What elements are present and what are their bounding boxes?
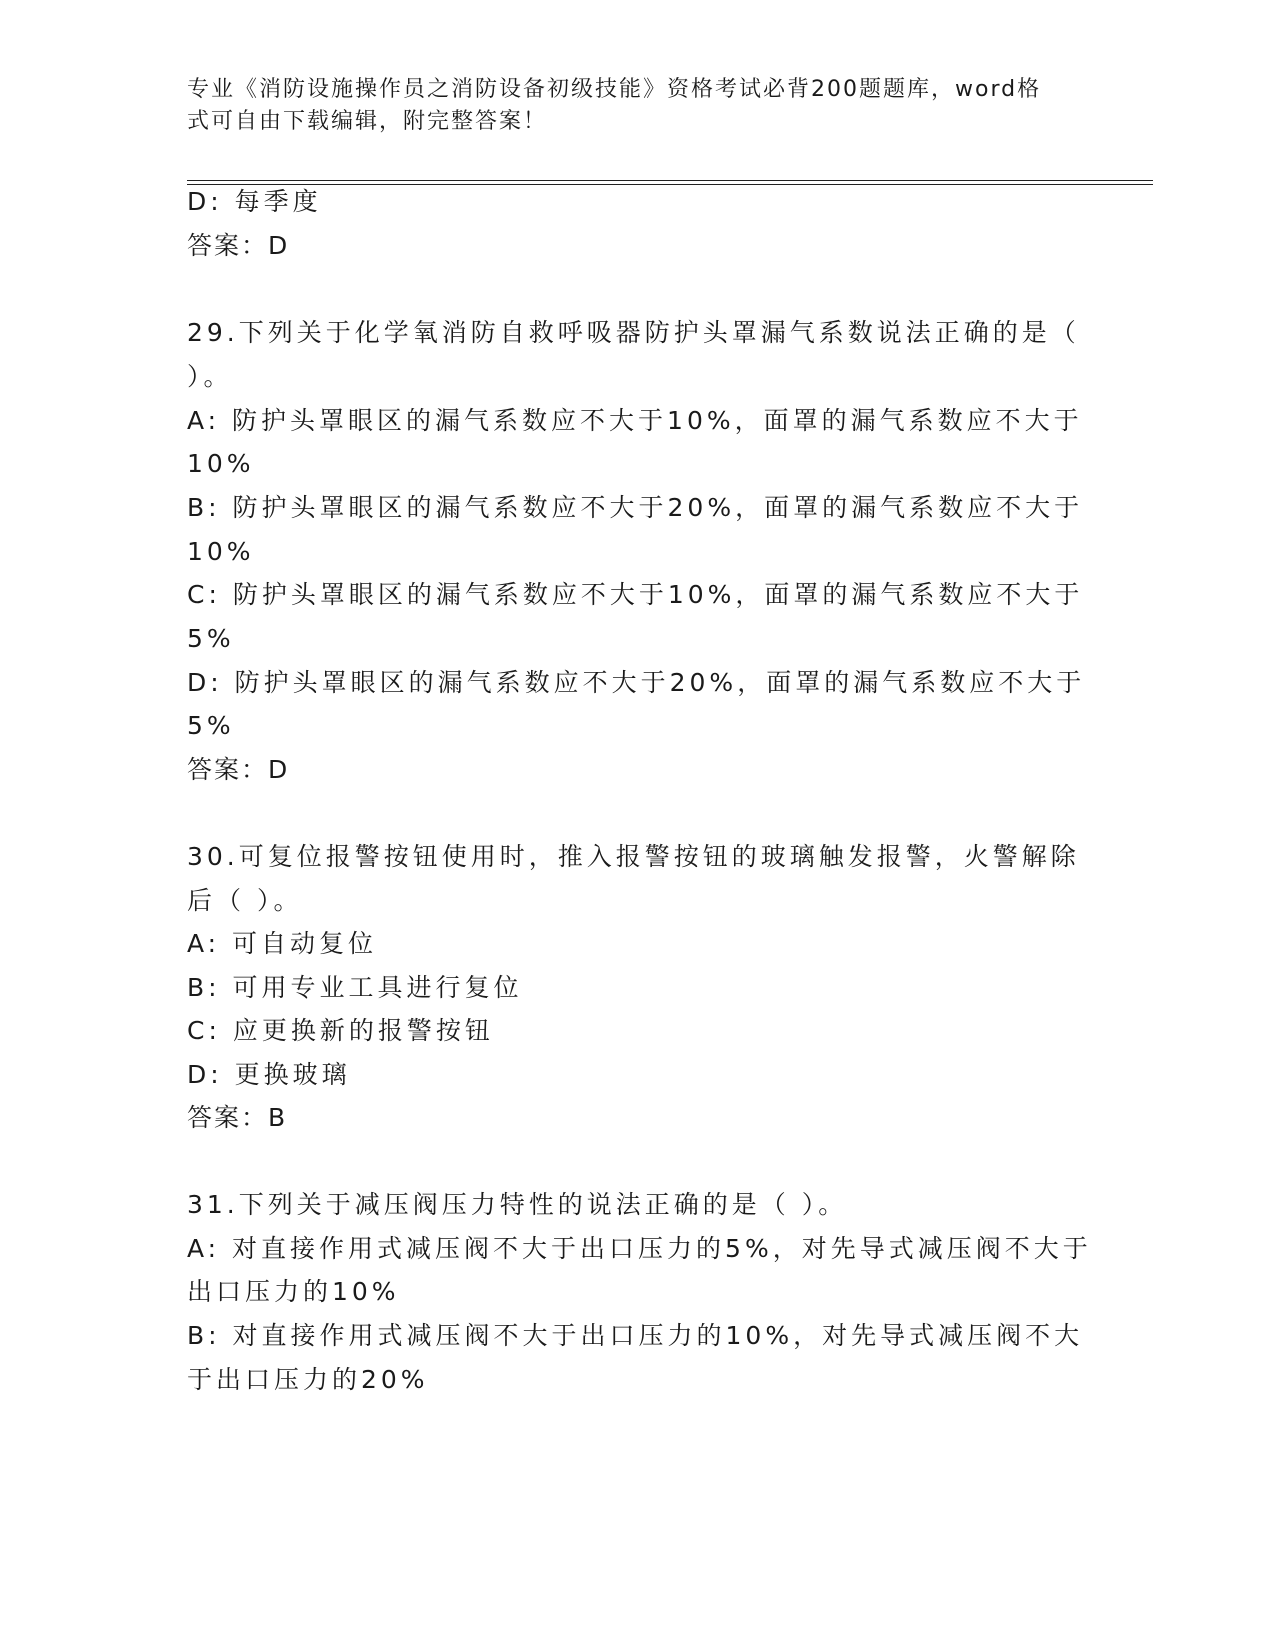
q29-option-c-line-2: 5% (187, 624, 235, 653)
q29-option-a-line-1: A: 防护头罩眼区的漏气系数应不大于10%，面罩的漏气系数应不大于 (187, 406, 1083, 435)
header-divider-bottom (187, 184, 1153, 185)
q30-answer: 答案：B (187, 1103, 288, 1132)
q31-option-a-line-2: 出口压力的10% (187, 1277, 400, 1306)
q30-stem-line-2: 后（ ）。 (187, 886, 303, 915)
q29-option-b-line-1: B: 防护头罩眼区的漏气系数应不大于20%，面罩的漏气系数应不大于 (187, 493, 1084, 522)
q30-option-d: D: 更换玻璃 (187, 1060, 351, 1089)
prev-option-d: D: 每季度 (187, 187, 322, 216)
document-header (187, 74, 1067, 138)
header-line-2: 式可自由下载编辑，附完整答案！ (187, 109, 548, 134)
q29-option-a-line-2: 10% (187, 449, 255, 478)
q29-option-b-line-2: 10% (187, 537, 255, 566)
q29-option-d-line-1: D: 防护头罩眼区的漏气系数应不大于20%，面罩的漏气系数应不大于 (187, 668, 1086, 697)
header-divider-top (187, 180, 1153, 181)
q31-stem: 31.下列关于减压阀压力特性的说法正确的是（ ）。 (187, 1190, 848, 1219)
q31-option-b-line-2: 于出口压力的20% (187, 1365, 429, 1394)
prev-answer: 答案：D (187, 231, 290, 260)
q31-option-b-line-1: B: 对直接作用式减压阀不大于出口压力的10%，对先导式减压阀不大 (187, 1321, 1084, 1350)
q30-option-a: A: 可自动复位 (187, 929, 378, 958)
q29-stem-line-1: 29.下列关于化学氧消防自救呼吸器防护头罩漏气系数说法正确的是（ (187, 318, 1080, 347)
q29-stem-line-2: ）。 (187, 362, 233, 391)
q30-option-b: B: 可用专业工具进行复位 (187, 973, 523, 1002)
q30-stem-line-1: 30.可复位报警按钮使用时，推入报警按钮的玻璃触发报警，火警解除 (187, 842, 1080, 871)
q29-answer: 答案：D (187, 755, 290, 784)
q29-option-c-line-1: C: 防护头罩眼区的漏气系数应不大于10%，面罩的漏气系数应不大于 (187, 580, 1084, 609)
q30-option-c: C: 应更换新的报警按钮 (187, 1016, 494, 1045)
header-line-1: 专业《消防设施操作员之消防设备初级技能》资格考试必背200题题库，word格 (187, 77, 1042, 102)
q31-option-a-line-1: A: 对直接作用式减压阀不大于出口压力的5%，对先导式减压阀不大于 (187, 1234, 1092, 1263)
q29-option-d-line-2: 5% (187, 711, 235, 740)
